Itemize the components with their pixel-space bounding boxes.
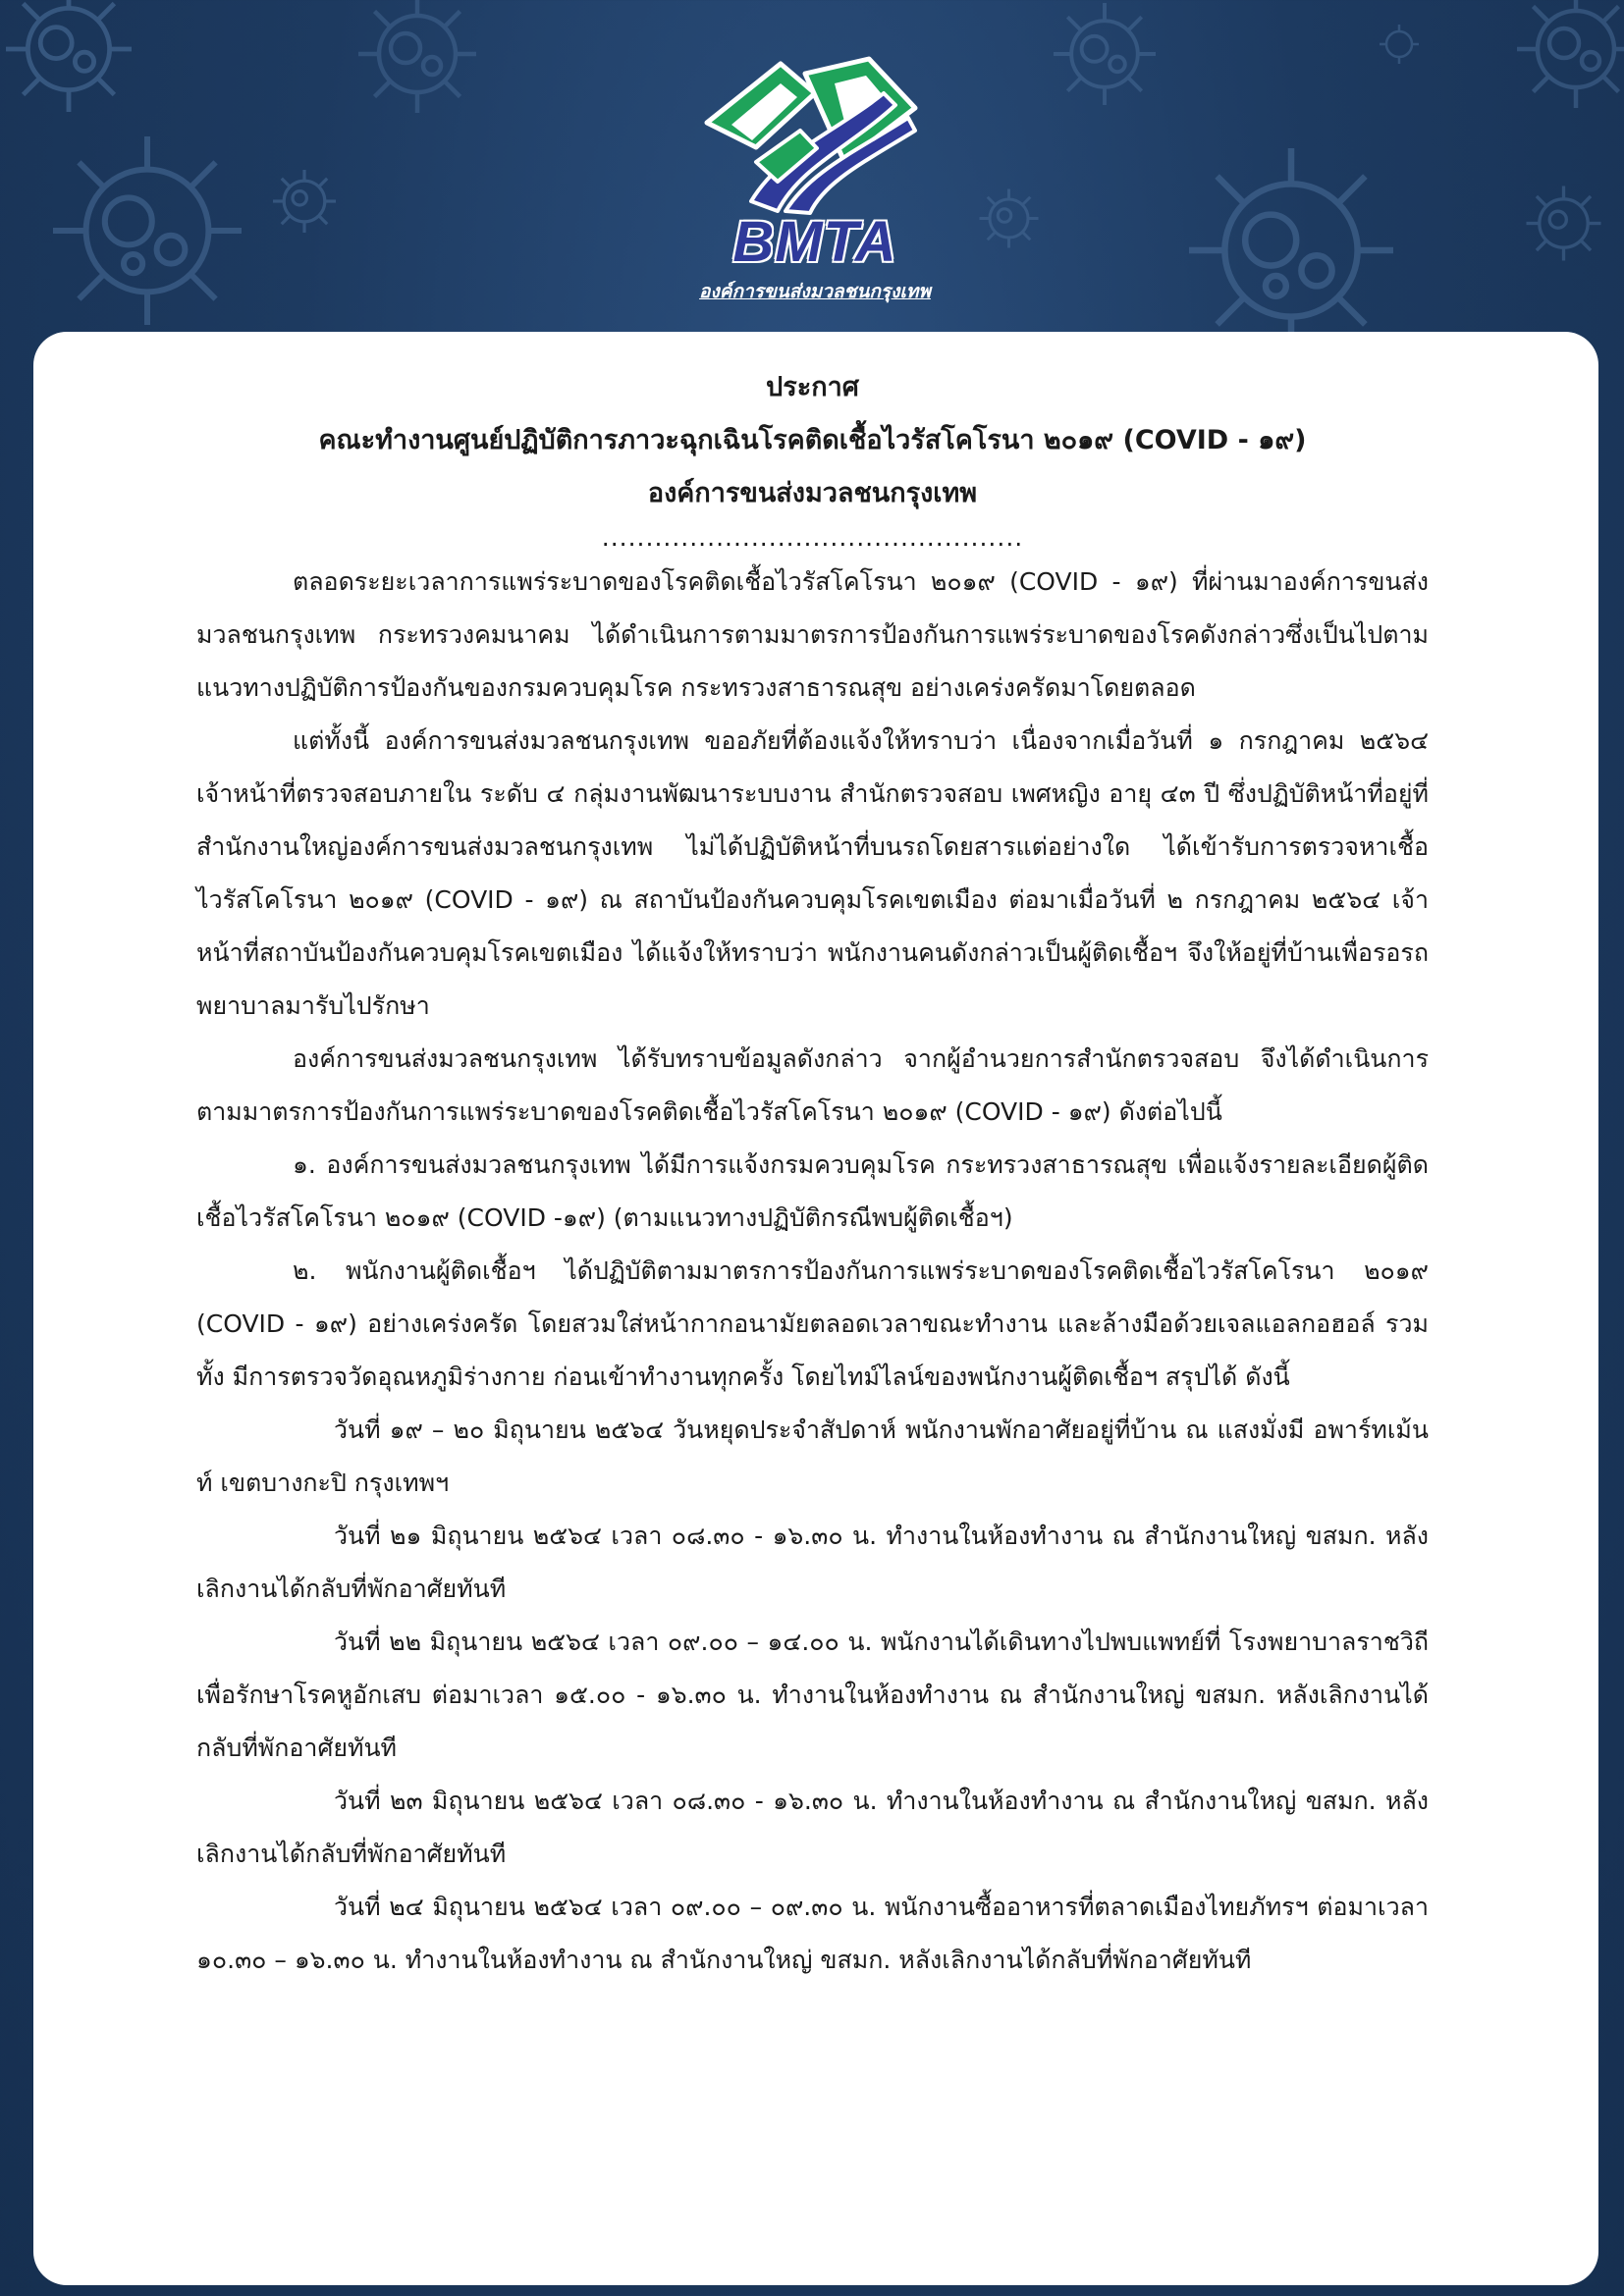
bmta-emblem-icon <box>687 54 943 221</box>
paragraph: องค์การขนส่งมวลชนกรุงเทพ ได้รับทราบข้อมูลดังกล่าว จากผู้อำนวยการสำนักตรวจสอบ จึงได้ดำเนินการตามมาตรการป้องกันการแพร่ระบาดของโรคติดเชื้อไวรัสโคโรนา ๒๐๑๙ (COVID - ๑๙) ดังต่อไปนี้ <box>196 1044 1429 1126</box>
timeline-item: วันที่ ๒๒ มิถุนายน ๒๕๖๔ เวลา ๐๙.๐๐ – ๑๔.๐๐ น. พนักงานได้เดินทางไปพบแพทย์ที่ โรงพยาบาลราชวิถี เพื่อรักษาโรคหูอักเสบ ต่อมาเวลา ๑๕.๐๐ - ๑๖.๓๐ น. ทำงานในห้องทำงาน ณ สำนักงานใหญ่ ขสมก. หลังเลิกงานได้กลับที่พักอาศัยทันที <box>196 1628 1429 1762</box>
paragraph: ตลอดระยะเวลาการแพร่ระบาดของโรคติดเชื้อไวรัสโคโรนา ๒๐๑๙ (COVID - ๑๙) ที่ผ่านมาองค์การขนส่งมวลชนกรุงเทพ กระทรวงคมนาคม ได้ดำเนินการตามมาตรการป้องกันการแพร่ระบาดของโรคดังกล่าวซึ่งเป็นไปตามแนวทางปฏิบัติการป้องกันของกรมควบคุมโรค กระทรวงสาธารณสุข อย่างเคร่งครัดมาโดยตลอด <box>196 567 1429 702</box>
organization-title: องค์การขนส่งมวลชนกรุงเทพ <box>647 478 978 508</box>
virus-icon <box>344 0 491 128</box>
paragraph: แต่ทั้งนี้ องค์การขนส่งมวลชนกรุงเทพ ขออภัยที่ต้องแจ้งให้ทราบว่า เนื่องจากเมื่อวันที่ ๑ กรกฎาคม ๒๕๖๔ เจ้าหน้าที่ตรวจสอบภายใน ระดับ ๔ กลุ่มงานพัฒนาระบบงาน สำนักตรวจสอบ เพศหญิง อายุ ๔๓ ปี ซึ่งปฏิบัติหน้าที่อยู่ที่ สำนักงานใหญ่องค์การขนส่งมวลชนกรุงเทพ ไม่ได้ปฏิบัติหน้าที่บนรถโดยสารแต่อย่างใด ได้เข้ารับการตรวจหาเชื้อไวรัสโคโรนา ๒๐๑๙ (COVID - ๑๙) ณ สถาบันป้องกันควบคุมโรคเขตเมือง ต่อมาเมื่อวันที่ ๒ กรกฎาคม ๒๕๖๔ เจ้าหน้าที่สถาบันป้องกันควบคุมโรคเขตเมือง ได้แจ้งให้ทราบว่า พนักงานคนดังกล่าวเป็นผู้ติดเชื้อฯ จึงให้อยู่ที่บ้านเพื่อรอรถพยาบาลมารับไปรักษา <box>196 726 1429 1020</box>
timeline-item: วันที่ ๒๑ มิถุนายน ๒๕๖๔ เวลา ๐๘.๓๐ - ๑๖.๓๐ น. ทำงานในห้องทำงาน ณ สำนักงานใหญ่ ขสมก. หลังเลิกงานได้กลับที่พักอาศัยทันที <box>196 1522 1429 1603</box>
virus-icon <box>1502 0 1624 123</box>
paragraph: ๑. องค์การขนส่งมวลชนกรุงเทพ ได้มีการแจ้งกรมควบคุมโรค กระทรวงสาธารณสุข เพื่อแจ้งรายละเอียดผู้ติดเชื้อไวรัสโคโรนา ๒๐๑๙ (COVID -๑๙) (ตามแนวทางปฏิบัติกรณีพบผู้ติดเชื้อฯ) <box>196 1150 1429 1232</box>
timeline-item: วันที่ ๒๔ มิถุนายน ๒๕๖๔ เวลา ๐๙.๐๐ – ๐๙.๓๐ น. พนักงานซื้ออาหารที่ตลาดเมืองไทยภัทรฯ ต่อมาเวลา ๑๐.๓๐ – ๑๖.๓๐ น. ทำงานในห้องทำงาน ณ สำนักงานใหญ่ ขสมก. หลังเลิกงานได้กลับที่พักอาศัยทันที <box>196 1893 1429 1974</box>
virus-icon <box>1517 177 1610 270</box>
announcement-label: ประกาศ <box>766 372 859 402</box>
timeline-item: วันที่ ๑๙ – ๒๐ มิถุนายน ๒๕๖๔ วันหยุดประจำสัปดาห์ พนักงานพักอาศัยอยู่ที่บ้าน ณ แสงมั่งมี อพาร์ทเม้นท์ เขตบางกะปิ กรุงเทพฯ <box>196 1415 1429 1497</box>
virus-icon <box>972 182 1046 255</box>
virus-icon <box>0 0 147 128</box>
virus-icon <box>265 162 344 240</box>
bmta-logo <box>687 54 943 302</box>
logo-wordmark: BMTA <box>732 210 897 274</box>
virus-icon <box>1375 20 1424 69</box>
virus-icon <box>1041 0 1168 118</box>
timeline-item: วันที่ ๒๓ มิถุนายน ๒๕๖๔ เวลา ๐๘.๓๐ - ๑๖.๓๐ น. ทำงานในห้องทำงาน ณ สำนักงานใหญ่ ขสมก. หลังเลิกงานได้กลับที่พักอาศัยทันที <box>196 1787 1429 1868</box>
logo-subtitle: องค์การขนส่งมวลชนกรุงเทพ <box>699 281 931 302</box>
virus-icon <box>29 113 265 348</box>
paragraph: ๒. พนักงานผู้ติดเชื้อฯ ได้ปฏิบัติตามมาตรการป้องกันการแพร่ระบาดของโรคติดเชื้อไวรัสโคโรนา ๒๐๑๙ (COVID - ๑๙) อย่างเคร่งครัด โดยสวมใส่หน้ากากอนามัยตลอดเวลาขณะทำงาน และล้างมือด้วยเจลแอลกอฮอล์ รวมทั้ง มีการตรวจวัดอุณหภูมิร่างกาย ก่อนเข้าทำงานทุกครั้ง โดยไทม์ไลน์ของพนักงานผู้ติดเชื้อฯ สรุปได้ ดังนี้ <box>196 1256 1429 1391</box>
separator: ................................................ <box>601 523 1024 552</box>
committee-title: คณะทำงานศูนย์ปฏิบัติการภาวะฉุกเฉินโรคติดเชื้อไวรัสโคโรนา ๒๐๑๙ (COVID - ๑๙) <box>318 425 1307 455</box>
document-content <box>196 361 1429 1987</box>
